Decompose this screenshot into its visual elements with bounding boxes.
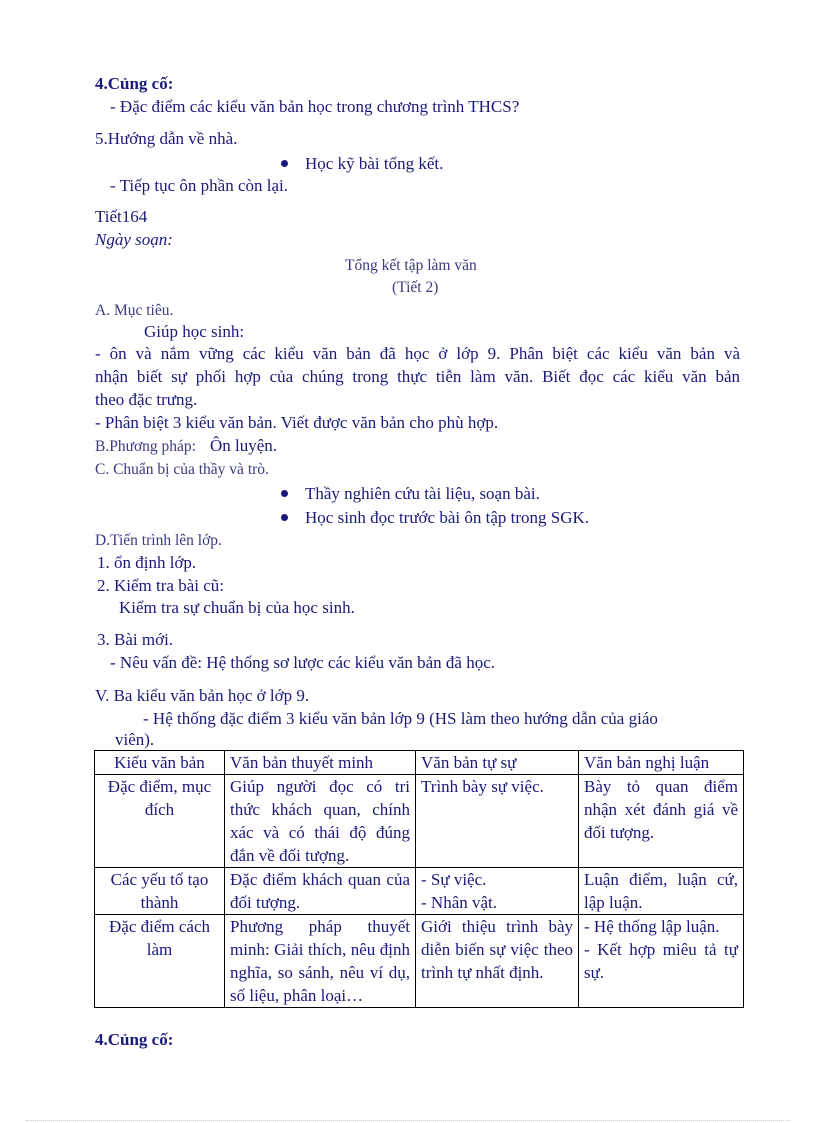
row-label: Đặc điểm cách làm: [95, 915, 225, 1008]
section-a-intro: Giúp học sinh:: [144, 322, 245, 341]
heading-homework: 5.Hướng dẫn về nhà.: [95, 129, 238, 148]
cell-line: - Hệ thống lập luận.: [584, 917, 720, 936]
table-cell: Đặc điểm khách quan của đối tượng.: [225, 868, 416, 915]
cung-co-question: - Đặc điểm các kiểu văn bản học trong chương trình THCS?: [110, 97, 520, 116]
table-header-cell: Văn bản tự sự: [416, 751, 579, 775]
section-b-heading: B.Phương pháp:: [95, 438, 196, 455]
section-d-step-2-sub: Kiểm tra sự chuẩn bị của học sinh.: [119, 598, 355, 617]
table-cell: [416, 868, 579, 915]
lesson-title: Tổng kết tập làm văn: [345, 257, 477, 274]
homework-bullet: [281, 153, 443, 175]
section-c-heading: C. Chuẩn bị của thầy và trò.: [95, 461, 269, 478]
lesson-date-label: Ngày soạn:: [95, 230, 173, 249]
section-a-heading: A. Mục tiêu.: [95, 302, 174, 319]
footer-cung-co: 4.Củng cố:: [95, 1030, 174, 1049]
table-cell: Giới thiệu trình bày diễn biến sự việc theo trình tự nhất định.: [416, 915, 579, 1008]
section-d-step-3-sub: - Nêu vấn đề: Hệ thống sơ lược các kiểu văn bản đã học.: [110, 653, 496, 672]
section-v-desc-line1: - Hệ thống đặc điểm 3 kiểu văn bản lớp 9 (HS làm theo hướng dẫn của giáo: [143, 709, 658, 728]
section-d-step-1: 1. ổn định lớp.: [97, 553, 197, 572]
section-a-p2: - Phân biệt 3 kiểu văn bản. Viết được văn bản cho phù hợp.: [95, 413, 499, 432]
table-header-cell: Văn bản thuyết minh: [225, 751, 416, 775]
table-header-cell: Kiểu văn bản: [95, 751, 225, 775]
section-c-bullet-1: [281, 483, 540, 505]
lesson-period: Tiết164: [95, 207, 148, 226]
text-types-table: [94, 750, 744, 1008]
section-d-step-3: 3. Bài mới.: [97, 630, 174, 649]
table-header-row: [95, 751, 744, 775]
bullet-icon: [281, 160, 288, 167]
table-cell: Luận điểm, luận cứ, lập luận.: [579, 868, 744, 915]
cell-line: - Sự việc.: [421, 870, 487, 889]
table-row: [95, 775, 744, 868]
table-cell: Bày tỏ quan điểm nhận xét đánh giá về đối tượng.: [579, 775, 744, 868]
table-cell: Giúp người đọc có tri thức khách quan, chính xác và có thái độ đúng đắn về đối tượng.: [225, 775, 416, 868]
cell-line: - Kết hợp miêu tả tự sự.: [584, 940, 738, 982]
section-b-value: Ôn luyện.: [210, 436, 278, 455]
section-c-bullet-text: Thầy nghiên cứu tài liệu, soạn bài.: [305, 484, 540, 503]
table-row: [95, 915, 744, 1008]
section-b: [95, 435, 277, 458]
section-a-p1-line3: theo đặc trưng.: [95, 390, 198, 409]
section-v-heading: V. Ba kiểu văn bản học ở lớp 9.: [95, 686, 310, 705]
bullet-icon: [281, 490, 288, 497]
cell-line: - Nhân vật.: [421, 893, 498, 912]
section-a-p1-line1: - ôn và nắm vững các kiểu văn bản đã học ở lớp 9. Phân biệt các kiểu văn bản và: [95, 344, 740, 363]
bullet-icon: [281, 514, 288, 521]
section-d-heading: D.Tiến trình lên lớp.: [95, 532, 222, 549]
section-c-bullet-text: Học sinh đọc trước bài ôn tập trong SGK.: [305, 508, 590, 527]
row-label: Đặc điểm, mục đích: [95, 775, 225, 868]
heading-cung-co: 4.Củng cố:: [95, 74, 174, 93]
homework-line: - Tiếp tục ôn phần còn lại.: [110, 176, 289, 195]
table-cell: [579, 915, 744, 1008]
table-row: [95, 868, 744, 915]
row-label: Các yếu tố tạo thành: [95, 868, 225, 915]
lesson-subtitle: (Tiết 2): [392, 279, 439, 296]
table-cell: Trình bày sự việc.: [416, 775, 579, 868]
section-a-p1-line2: nhận biết sự phối hợp của chúng trong thực tiễn làm văn. Biết đọc các kiểu văn bản: [95, 367, 740, 386]
section-v-desc-line2: viên).: [115, 730, 155, 749]
table-cell: Phương pháp thuyết minh: Giải thích, nêu định nghĩa, so sánh, nêu ví dụ, số liệu, phân loại…: [225, 915, 416, 1008]
table-header-cell: Văn bản nghị luận: [579, 751, 744, 775]
section-c-bullet-2: [281, 507, 589, 529]
page-bottom-divider: [26, 1120, 790, 1121]
section-d-step-2: 2. Kiểm tra bài cũ:: [97, 576, 224, 595]
homework-bullet-text: Học kỹ bài tổng kết.: [305, 154, 444, 173]
